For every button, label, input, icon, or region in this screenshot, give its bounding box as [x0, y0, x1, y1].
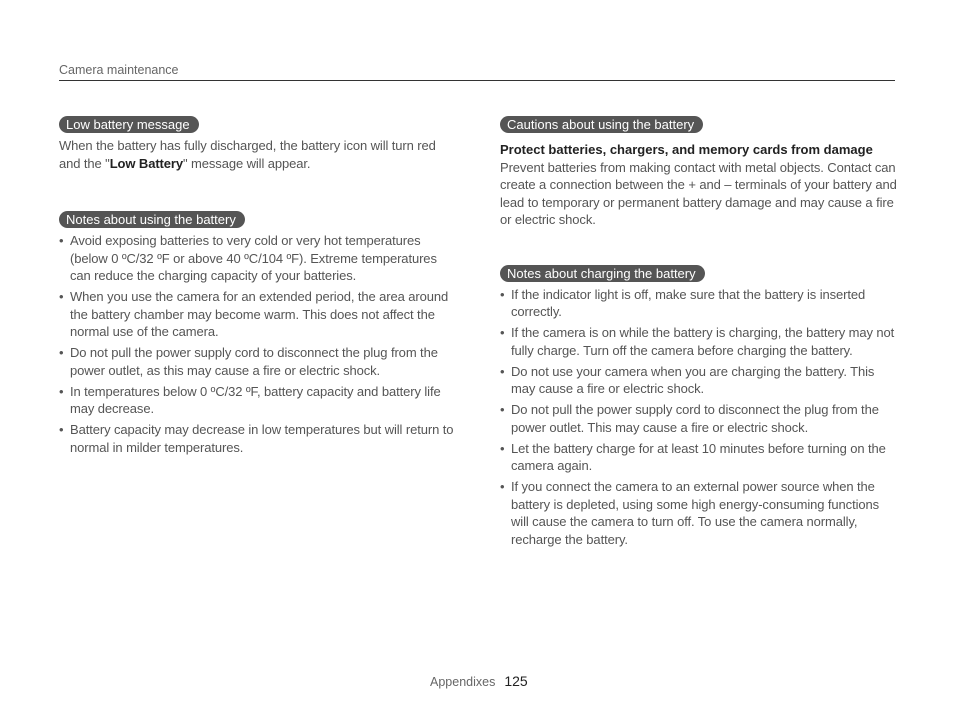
low-battery-text-before: When the battery has fully discharged, the battery icon will turn red and the " [59, 138, 436, 171]
list-item: • Do not pull the power supply cord to disconnect the plug from the power outlet. This may cause a fire or electric shock. [500, 401, 900, 436]
page-footer [430, 673, 528, 689]
list-item: • If you connect the camera to an external power source when the battery is depleted, using some high energy-consuming functions will cause the camera to turn off. To use the camera normally, recharge the battery. [500, 478, 900, 548]
list-item: • Do not use your camera when you are charging the battery. This may cause a fire or electric shock. [500, 363, 900, 398]
left-column [59, 116, 454, 460]
low-battery-text-bold: Low Battery [109, 155, 184, 171]
notes-charging-list [500, 286, 900, 549]
list-item: • If the indicator light is off, make sure that the battery is inserted correctly. [500, 286, 900, 321]
notes-charging-heading: Notes about charging the battery [500, 265, 705, 282]
right-column [500, 116, 900, 552]
low-battery-section [59, 116, 454, 172]
notes-using-list [59, 232, 454, 456]
notes-charging-section [500, 265, 900, 549]
cautions-section [500, 116, 900, 229]
low-battery-text [59, 137, 454, 172]
list-item: • When you use the camera for an extended period, the area around the battery chamber may become warm. This does not affect the normal use of the camera. [59, 288, 454, 341]
footer-section-label: Appendixes [430, 675, 496, 689]
cautions-heading: Cautions about using the battery [500, 116, 703, 133]
list-item: • Let the battery charge for at least 10 minutes before turning on the camera again. [500, 440, 900, 475]
section-spacer [59, 172, 454, 211]
header-title: Camera maintenance [59, 63, 179, 77]
list-item: • If the camera is on while the battery is charging, the battery may not fully charge. Turn off the camera before charging the battery. [500, 324, 900, 359]
notes-using-section [59, 211, 454, 456]
cautions-subheading: Protect batteries, chargers, and memory cards from damage [500, 142, 873, 157]
low-battery-text-after: " message will appear. [183, 155, 311, 171]
list-item: • Avoid exposing batteries to very cold or very hot temperatures (below 0 ºC/32 ºF or above 40 ºC/104 ºF). Extreme temperatures can reduce the charging capacity of your batteries. [59, 232, 454, 285]
notes-using-heading: Notes about using the battery [59, 211, 245, 228]
page-number: 125 [504, 673, 528, 689]
header-divider [59, 80, 895, 81]
list-item: • Battery capacity may decrease in low temperatures but will return to normal in milder temperatures. [59, 421, 454, 456]
cautions-text: Prevent batteries from making contact with metal objects. Contact can create a connection between the + and – terminals of your battery and lead to temporary or permanent battery damage and may cause a fire or electric shock. [500, 159, 897, 227]
section-spacer [500, 229, 900, 265]
list-item: • In temperatures below 0 ºC/32 ºF, battery capacity and battery life may decrease. [59, 383, 454, 418]
low-battery-heading: Low battery message [59, 116, 199, 133]
list-item: • Do not pull the power supply cord to disconnect the plug from the power outlet, as this may cause a fire or electric shock. [59, 344, 454, 379]
